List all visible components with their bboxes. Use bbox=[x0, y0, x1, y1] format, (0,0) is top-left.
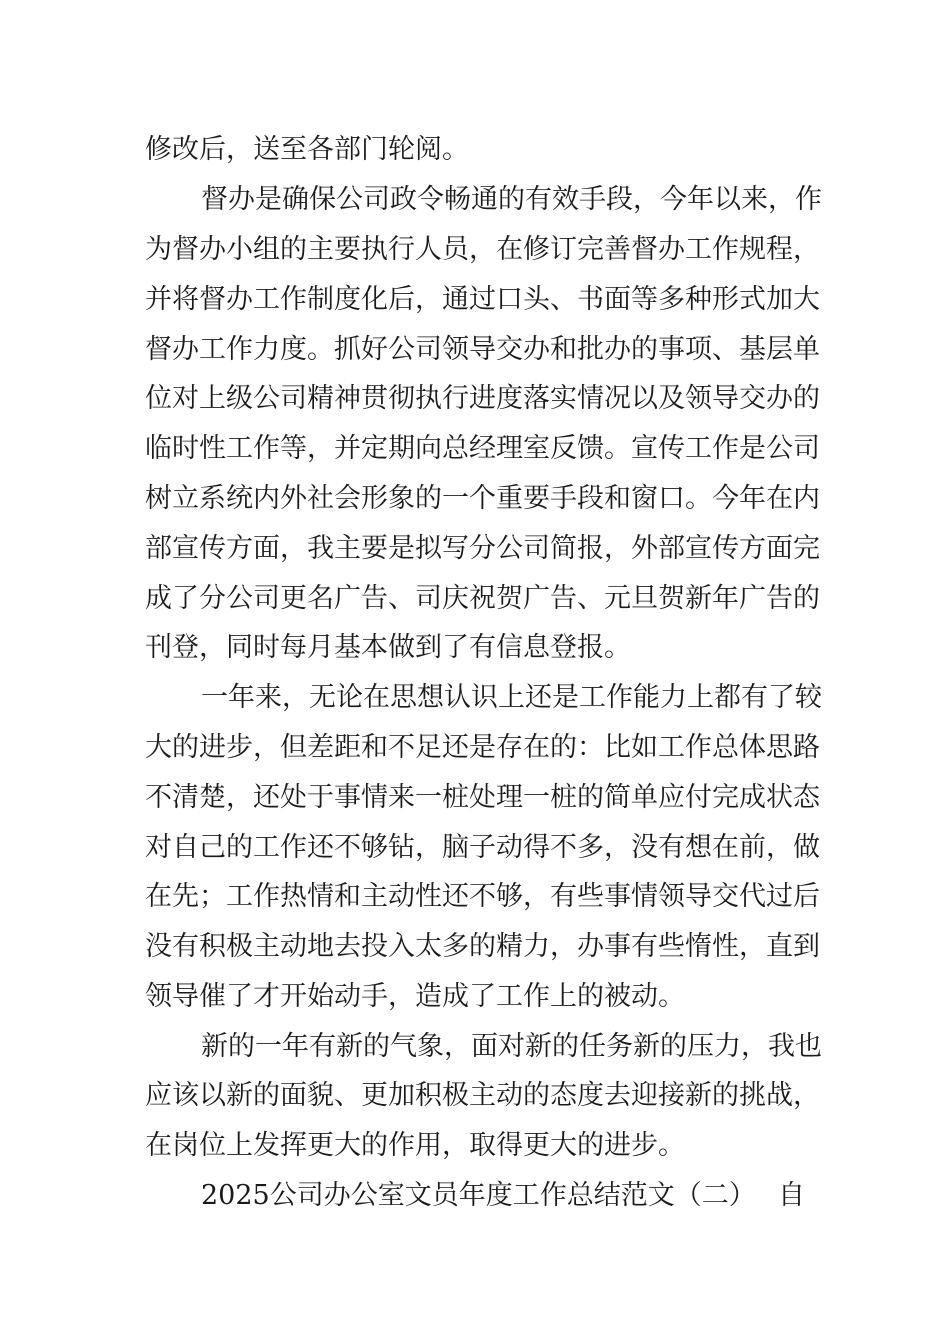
text-line: 为督办小组的主要执行人员，在修订完善督办工作规程， bbox=[145, 234, 820, 265]
paragraph-first-line: 督办是确保公司政令畅通的有效手段，今年以来，作 bbox=[201, 184, 822, 215]
text-line: 位对上级公司精神贯彻执行进度落实情况以及领导交办的 bbox=[145, 383, 820, 414]
text-line: 应该以新的面貌、更加积极主动的态度去迎接新的挑战， bbox=[145, 1080, 820, 1111]
text-line: 没有积极主动地去投入太多的精力，办事有些惰性，直到 bbox=[145, 931, 820, 962]
paragraph-first-line: 新的一年有新的气象，面对新的任务新的压力，我也 bbox=[201, 1031, 822, 1062]
section-heading-continuation: 自 bbox=[778, 1180, 805, 1211]
text-line: 修改后，送至各部门轮阅。 bbox=[145, 134, 469, 165]
text-line: 大的进步，但差距和不足还是存在的：比如工作总体思路 bbox=[145, 732, 820, 763]
text-line: 并将督办工作制度化后，通过口头、书面等多种形式加大 bbox=[145, 284, 820, 315]
paragraph-first-line: 一年来，无论在思想认识上还是工作能力上都有了较 bbox=[201, 682, 822, 713]
text-line: 树立系统内外社会形象的一个重要手段和窗口。今年在内 bbox=[145, 483, 820, 514]
text-line: 刊登，同时每月基本做到了有信息登报。 bbox=[145, 632, 631, 663]
text-line: 不清楚，还处于事情来一桩处理一桩的简单应付完成状态 bbox=[145, 782, 820, 813]
text-line: 在先；工作热情和主动性还不够，有些事情领导交代过后 bbox=[145, 881, 820, 912]
section-heading-title: 2025公司办公室文员年度工作总结范文（二） bbox=[201, 1180, 756, 1211]
text-line: 临时性工作等，并定期向总经理室反馈。宣传工作是公司 bbox=[145, 433, 820, 464]
text-line: 在岗位上发挥更大的作用，取得更大的进步。 bbox=[145, 1130, 685, 1161]
text-line: 领导催了才开始动手，造成了工作上的被动。 bbox=[145, 981, 685, 1012]
text-line: 成了分公司更名广告、司庆祝贺广告、元旦贺新年广告的 bbox=[145, 583, 820, 614]
text-line: 部宣传方面，我主要是拟写分公司简报，外部宣传方面完 bbox=[145, 533, 820, 564]
section-heading bbox=[201, 1176, 805, 1216]
text-line: 督办工作力度。抓好公司领导交办和批办的事项、基层单 bbox=[145, 334, 820, 365]
text-line: 对自己的工作还不够钻，脑子动得不多，没有想在前，做 bbox=[145, 832, 820, 863]
